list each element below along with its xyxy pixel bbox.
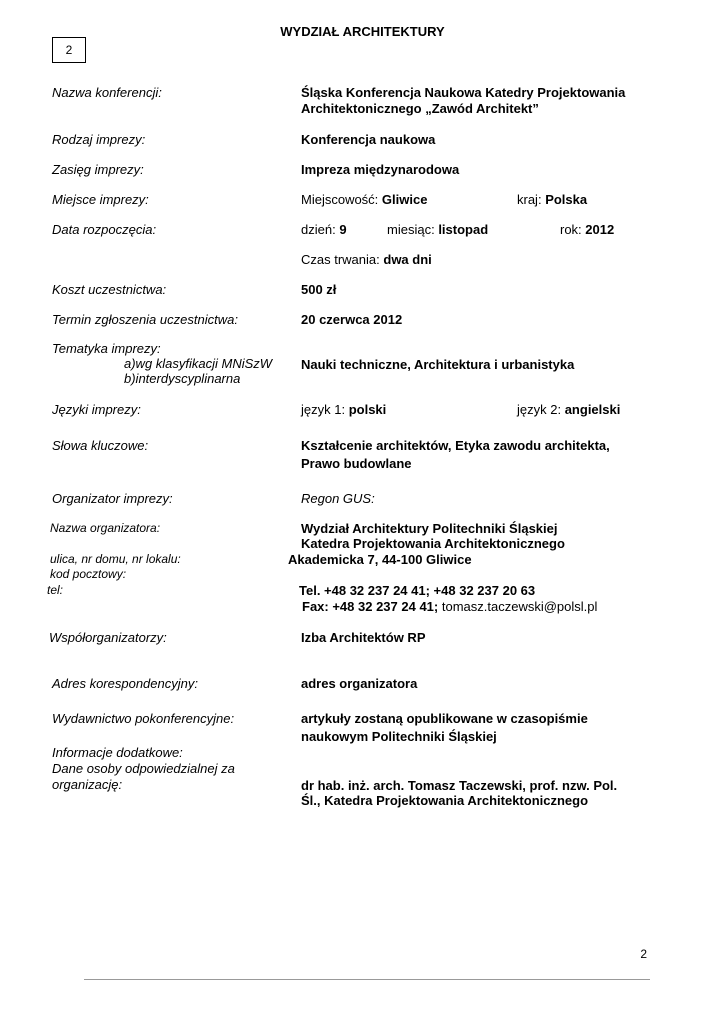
deadline-label: Termin zgłoszenia uczestnictwa:	[52, 312, 238, 327]
fax-value: Fax: +48 32 237 24 41;	[302, 599, 439, 614]
additional-info-label: Informacje dodatkowe:	[52, 745, 183, 760]
publication-line2: naukowym Politechniki Śląskiej	[301, 729, 497, 744]
keywords-line2: Prawo budowlane	[301, 456, 412, 471]
co-organizers-label: Współorganizatorzy:	[49, 630, 167, 645]
keywords-line1: Kształcenie architektów, Etyka zawodu architekta,	[301, 438, 610, 453]
event-type-label: Rodzaj imprezy:	[52, 132, 146, 147]
language-2	[517, 402, 620, 418]
start-day	[301, 222, 347, 238]
start-month-label: miesiąc:	[387, 222, 435, 237]
topic-interdisciplinary-label: b)interdyscyplinarna	[124, 371, 241, 386]
place-country-label: kraj:	[517, 192, 542, 207]
event-place-label: Miejsce imprezy:	[52, 192, 149, 207]
page-number-box: 2	[52, 37, 86, 63]
footer-page-number: 2	[640, 947, 647, 961]
keywords-label: Słowa kluczowe:	[52, 438, 149, 453]
email-value: tomasz.taczewski@polsl.pl	[441, 599, 598, 614]
responsible-person-line1: dr hab. inż. arch. Tomasz Taczewski, prof. nzw. Pol.	[301, 778, 618, 793]
footer-divider	[84, 979, 650, 980]
regon-label: Regon GUS:	[301, 491, 375, 506]
start-year-label: rok:	[560, 222, 582, 237]
place-city	[301, 192, 427, 208]
conference-name-line2: Architektonicznego „Zawód Architekt”	[301, 101, 539, 116]
deadline-value: 20 czerwca 2012	[301, 312, 403, 327]
topic-label: Tematyka imprezy:	[52, 341, 161, 356]
duration-value: dwa dni	[383, 252, 432, 267]
place-city-value: Gliwice	[381, 192, 428, 207]
cost-value: 500 zł	[301, 282, 337, 297]
responsible-person-label: Dane osoby odpowiedzialnej za	[52, 761, 235, 776]
topic-value: Nauki techniczne, Architektura i urbanistyka	[301, 357, 575, 372]
duration-label: Czas trwania:	[301, 252, 380, 267]
event-scope-value: Impreza międzynarodowa	[301, 162, 460, 177]
topic-classification-label: a)wg klasyfikacji MNiSzW	[124, 356, 273, 371]
address-label: Adres korespondencyjny:	[52, 676, 198, 691]
language-1	[301, 402, 386, 418]
organizer-label: Organizator imprezy:	[52, 491, 173, 506]
conference-name-line1: Śląska Konferencja Naukowa Katedry Projektowania	[301, 85, 626, 100]
conference-name-label: Nazwa konferencji:	[52, 85, 162, 100]
language-2-value: angielski	[564, 402, 621, 417]
start-year	[560, 222, 614, 238]
organizer-name-label: Nazwa organizatora:	[50, 521, 161, 535]
event-type-value: Konferencja naukowa	[301, 132, 436, 147]
place-country-value: Polska	[545, 192, 588, 207]
start-day-label: dzień:	[301, 222, 336, 237]
duration	[301, 252, 432, 268]
co-organizers-value: Izba Architektów RP	[301, 630, 426, 645]
languages-label: Języki imprezy:	[52, 402, 141, 417]
start-year-value: 2012	[585, 222, 615, 237]
language-2-label: język 2:	[517, 402, 562, 417]
phone-value: Tel. +48 32 237 24 41; +48 32 237 20 63	[299, 583, 536, 598]
street-value: Akademicka 7, 44-100 Gliwice	[288, 552, 472, 567]
start-day-value: 9	[339, 222, 347, 237]
language-1-value: polski	[348, 402, 387, 417]
fax-email	[302, 599, 597, 615]
place-city-label: Miejscowość:	[301, 192, 379, 207]
event-scope-label: Zasięg imprezy:	[52, 162, 144, 177]
responsible-person-line2: Śl., Katedra Projektowania Architektonicznego	[301, 793, 589, 808]
page-title: WYDZIAŁ ARCHITEKTURY	[280, 24, 445, 39]
address-value: adres organizatora	[301, 676, 418, 691]
organizer-name-line1: Wydział Architektury Politechniki Śląskiej	[301, 521, 558, 536]
publication-line1: artykuły zostaną opublikowane w czasopiśmie	[301, 711, 588, 726]
start-month	[387, 222, 488, 238]
cost-label: Koszt uczestnictwa:	[52, 282, 167, 297]
organization-label: organizację:	[52, 777, 123, 792]
start-date-label: Data rozpoczęcia:	[52, 222, 157, 237]
start-month-value: listopad	[438, 222, 489, 237]
organizer-name-line2: Katedra Projektowania Architektonicznego	[301, 536, 565, 551]
postal-code-label: kod pocztowy:	[50, 567, 127, 581]
publication-label: Wydawnictwo pokonferencyjne:	[52, 711, 235, 726]
place-country	[517, 192, 587, 208]
street-label: ulica, nr domu, nr lokalu:	[50, 552, 181, 566]
phone-label: tel:	[47, 583, 64, 597]
language-1-label: język 1:	[301, 402, 346, 417]
